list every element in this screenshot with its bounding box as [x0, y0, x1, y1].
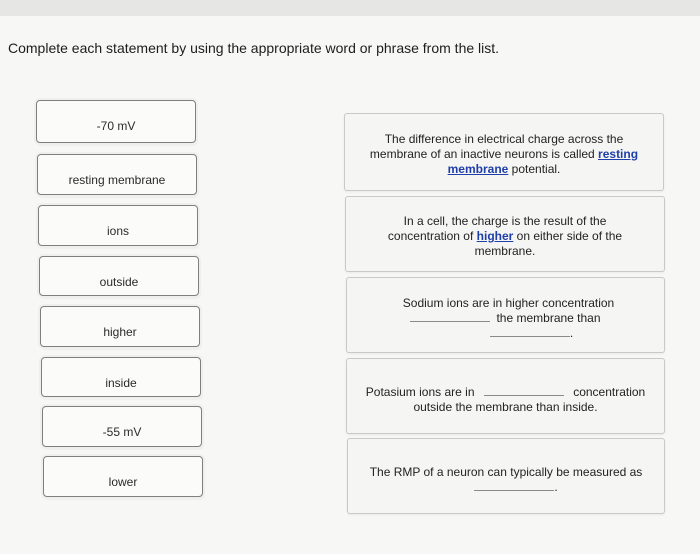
- statement-3: [346, 277, 665, 353]
- statement-text: the membrane than: [496, 311, 601, 325]
- word-option[interactable]: [38, 205, 198, 246]
- word-label: -55 mV: [102, 425, 142, 439]
- statement-2: [345, 196, 665, 272]
- statement-text: Sodium ions are in higher concentration: [402, 296, 615, 310]
- statement-text: potential.: [508, 162, 561, 176]
- word-option[interactable]: [36, 100, 196, 143]
- statement-text: The difference in electrical charge across the membrane of an inactive neurons is called: [369, 132, 624, 161]
- word-option[interactable]: [43, 456, 203, 497]
- statement-text: outside the membrane than inside.: [413, 400, 598, 414]
- word-label: ions: [106, 224, 129, 238]
- filled-answer-higher[interactable]: higher: [476, 229, 514, 243]
- word-option[interactable]: [40, 306, 200, 347]
- top-bar: [0, 0, 700, 16]
- word-label: -70 mV: [96, 119, 136, 133]
- statement-text: In a cell, the charge is the result of the concentration of: [387, 214, 607, 243]
- word-label: outside: [99, 275, 139, 289]
- statement-text: .: [554, 480, 558, 494]
- statement-text: .: [569, 326, 574, 340]
- statement-text: concentration: [573, 385, 646, 399]
- word-option[interactable]: [42, 406, 202, 447]
- answer-drop-zone[interactable]: [410, 311, 490, 322]
- answer-drop-zone[interactable]: [474, 480, 554, 491]
- word-option[interactable]: [41, 357, 201, 397]
- filled-answer-resting-membrane[interactable]: resting membrane: [447, 147, 639, 176]
- word-option[interactable]: [39, 256, 199, 296]
- word-label: inside: [105, 376, 137, 390]
- statement-5: [347, 438, 665, 514]
- statement-4: [346, 358, 665, 434]
- word-label: lower: [108, 475, 138, 489]
- statement-text: Potasium ions are in: [365, 385, 475, 399]
- statement-1: [344, 113, 664, 191]
- answer-drop-zone[interactable]: [484, 385, 564, 396]
- word-label: higher: [103, 325, 137, 339]
- word-option[interactable]: [37, 154, 197, 195]
- instruction-text: Complete each statement by using the appropriate word or phrase from the list.: [8, 40, 500, 56]
- answer-drop-zone[interactable]: [490, 326, 570, 337]
- statement-text: The RMP of a neuron can typically be measured as: [369, 465, 643, 479]
- word-label: resting membrane: [68, 173, 166, 187]
- statement-text: on either side of the membrane.: [474, 229, 623, 258]
